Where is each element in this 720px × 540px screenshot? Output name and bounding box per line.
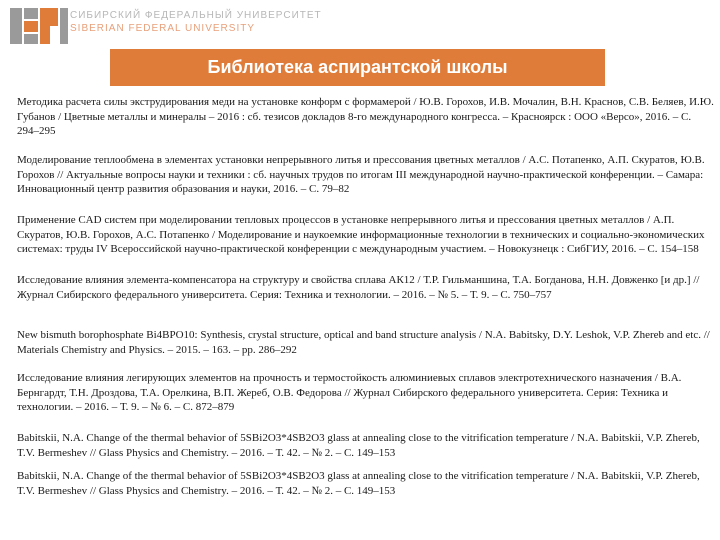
logo-name-english: SIBERIAN FEDERAL UNIVERSITY <box>70 23 255 34</box>
logo-name-russian: СИБИРСКИЙ ФЕДЕРАЛЬНЫЙ УНИВЕРСИТЕТ <box>70 10 322 21</box>
bibliography-entry: Исследование влияния легирующих элементов на прочность и термостойкость алюминиевых сплавов электротехнического назначения / В.А. Бернгардт, Т.Н. Дроздова, Т.А. Орелкина, В.П. Жереб, О.В. Федорова // Журнал Сибирского федерального университета. Серия: Техника и технологии. – 2016. – Т. 9. – № 6. – С. 872–879 <box>17 372 682 413</box>
bibliography-entry: Применение CAD систем при моделировании тепловых процессов в установке непрерывного литья и прессования цветных металлов / А.П. Скуратов, Ю.В. Горохов, А.С. Потапенко / Моделирование и наукоемкие информационные технологии в технических и социально-экономических системах: труды IV Всероссийской научно-практической конференции с международным участием. – Новокузнецк : СибГИУ, 2016. – С. 154–158 <box>17 214 705 255</box>
sfu-logo-icon <box>10 6 68 46</box>
bibliography-entry: Babitskii, N.A. Change of the thermal behavior of 5SBi2O3*4SB2O3 glass at annealing close to the vitrification temperature / N.A. Babitskii, V.P. Zhereb, T.V. Bermeshev // Glass Physics and Chemistry. – 2016. – Т. 42. – № 2. – С. 149–153 <box>17 432 700 459</box>
bibliography-entry: Методика расчета силы экструдирования меди на установке конформ с формамерой / Ю.В. Горохов, И.В. Мочалин, В.Н. Краснов, С.В. Беляев, И.Ю. Губанов / Цветные металлы и минералы – 2016 : сб. тезисов докладов 8-го международного конгресса. – Красноярск : ООО «Версо», 2016. – С. 294–295 <box>17 96 714 137</box>
page-title: Библиотека аспирантской школы <box>110 49 605 86</box>
bibliography-entry: Моделирование теплообмена в элементах установки непрерывного литья и прессования цветных металлов / А.С. Потапенко, А.П. Скуратов, Ю.В. Горохов // Актуальные вопросы науки и техники : сб. научных трудов по итогам III международной научно-практической конференции. – Самара: Инновационный центр развития образования и науки, 2016. – С. 79–82 <box>17 154 705 195</box>
university-logo <box>10 6 322 46</box>
logo-text <box>70 9 322 35</box>
bibliography-entry: New bismuth borophosphate Bi4BPO10: Synthesis, crystal structure, optical and band structure analysis / N.A. Babitsky, D.Y. Leshok, V.P. Zhereb and etc. // Materials Chemistry and Physics. – 2015. – 163. – pp. 286–292 <box>17 329 710 356</box>
bibliography-entry: Babitskii, N.A. Change of the thermal behavior of 5SBi2O3*4SB2O3 glass at annealing close to the vitrification temperature / N.A. Babitskii, V.P. Zhereb, T.V. Bermeshev // Glass Physics and Chemistry. – 2016. – Т. 42. – № 2. – С. 149–153 <box>17 470 700 497</box>
bibliography-entry: Исследование влияния элемента-компенсатора на структуру и свойства сплава АК12 / Т.Р. Гильманшина, Т.А. Богданова, Н.Н. Довженко [и др.] // Журнал Сибирского федерального университета. Серия: Техника и технологии. – 2016. – № 5. – Т. 9. – С. 750–757 <box>17 274 700 301</box>
